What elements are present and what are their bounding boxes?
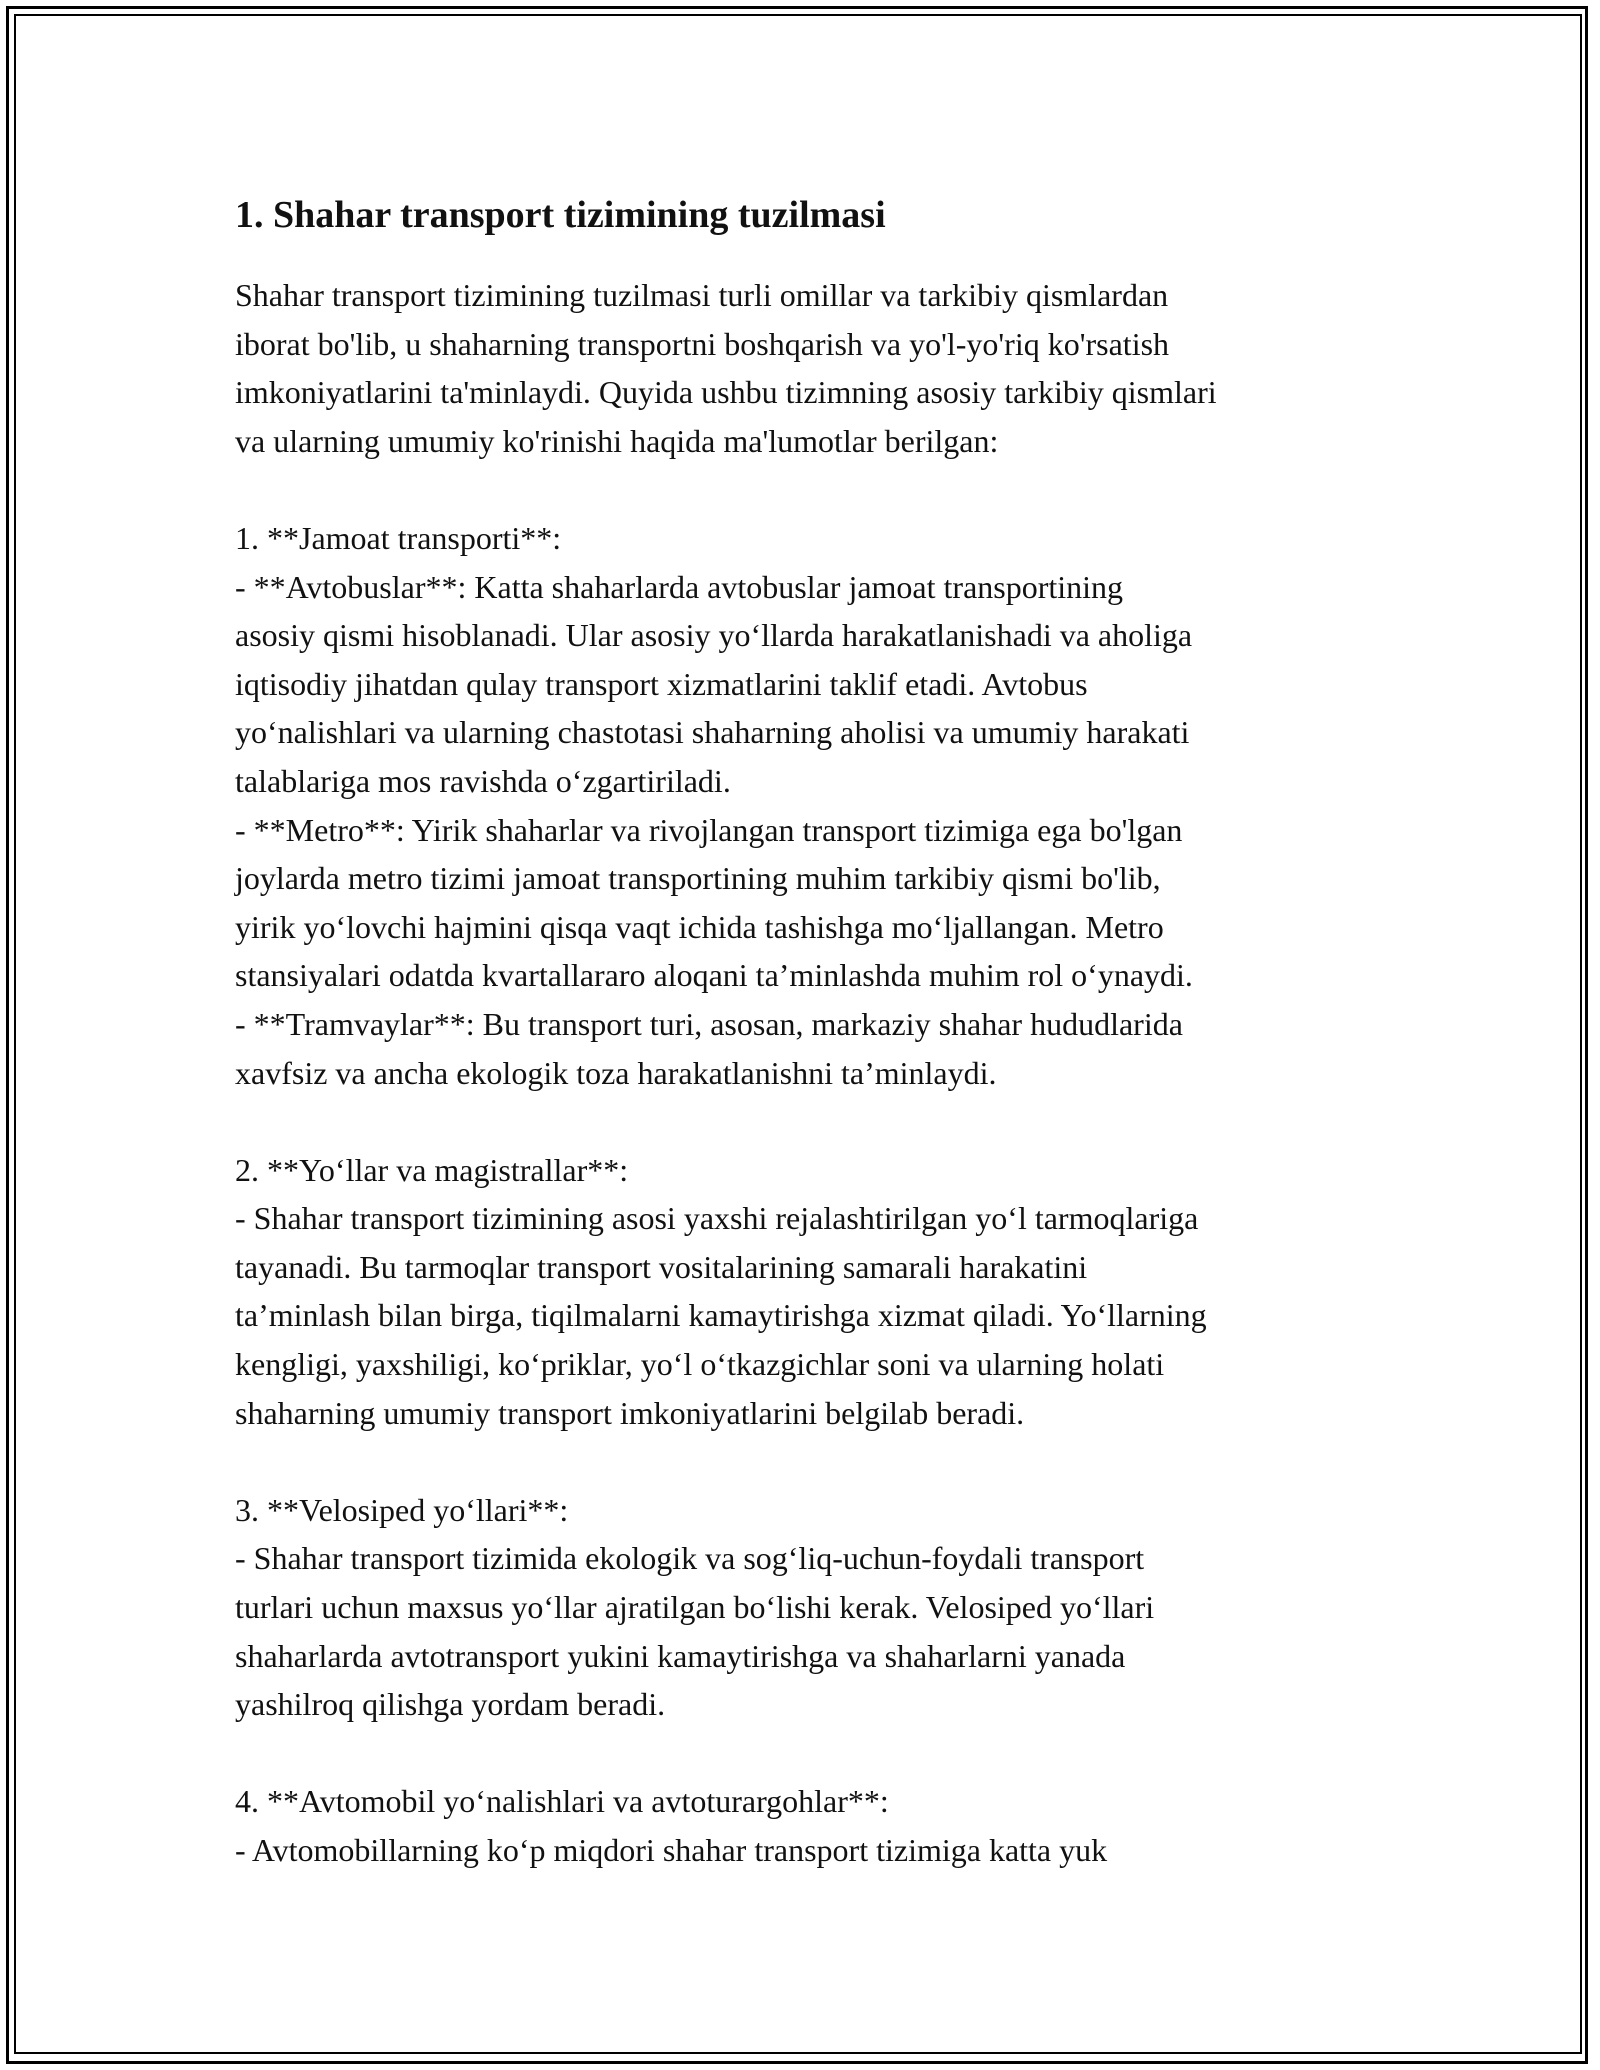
section-title: 1. Shahar transport tizimining tuzilmasi — [235, 194, 886, 236]
document-content — [235, 185, 1385, 1875]
body-text: Shahar transport tizimining tuzilmasi turli omillar va tarkibiy qismlardan iborat bo'lib, u shaharning transportni boshqarish va yo'l-yo'riq ko'rsatish imkoniyatlarini ta'minlaydi. Quyida ushbu tizimning asosiy tarkibiy qismlari va ularning umumiy ko'rinishi haqida ma'lumotlar berilgan: 1. **Jamoat transporti**: - **Avtobuslar**: Katta shaharlarda avtobuslar jamoat transportining asosiy qismi hisoblanadi. Ular asosiy yo‘llarda harakatlanishadi va aholiga iqtisodiy jihatdan qulay transport xizmatlarini taklif etadi. Avtobus yo‘nalishlari va ularning chastotasi shaharning aholisi va umumiy harakati talablariga mos ravishda o‘zgartiriladi. - **Metro**: Yirik shaharlar va rivojlangan transport tizimiga ega bo'lgan joylarda metro tizimi jamoat transportining muhim tarkibiy qismi bo'lib, yirik yo‘lovchi hajmini qisqa vaqt ichida tashishga mo‘ljallangan. Metro stansiyalari odatda kvartallararo aloqani ta’minlashda muhim rol o‘ynaydi. - **Tramvaylar**: Bu transport turi, asosan, markaziy shahar hududlarida xavfsiz va ancha ekologik toza harakatlanishni ta’minlaydi. 2. **Yo‘llar va magistrallar**: - Shahar transport tizimining asosi yaxshi rejalashtirilgan yo‘l tarmoqlariga tayanadi. Bu tarmoqlar transport vositalarining samarali harakatini ta’minlash bilan birga, tiqilmalarni kamaytirishga xizmat qiladi. Yo‘llarning kengligi, yaxshiligi, ko‘priklar, yo‘l o‘tkazgichlar soni va ularning holati shaharning umumiy transport imkoniyatlarini belgilab beradi. 3. **Velosiped yo‘llari**: - Shahar transport tizimida ekologik va sog‘liq-uchun-foydali transport turlari uchun maxsus yo‘llar ajratilgan bo‘lishi kerak. Velosiped yo‘llari shaharlarda avtotransport yukini kamaytirishga va shaharlarni yanada yashilroq qilishga yordam beradi. 4. **Avtomobil yo‘nalishlari va avtoturargohlar**: - Avtomobillarning ko‘p miqdori shahar transport tizimiga katta yuk — [235, 277, 1217, 1868]
